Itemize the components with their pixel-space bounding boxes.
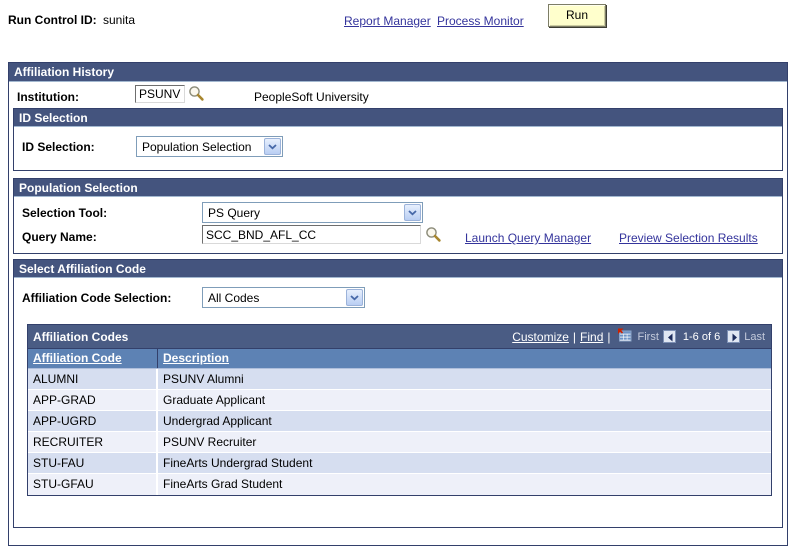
find-link[interactable]: Find — [580, 329, 604, 344]
id-selection-title: ID Selection — [14, 109, 782, 127]
description-cell: PSUNV Alumni — [163, 372, 244, 386]
affiliation-history-groupbox — [8, 62, 788, 546]
query-name-label: Query Name: — [22, 230, 97, 244]
affiliation-code-selection-dropdown[interactable] — [202, 287, 365, 308]
affiliation-code-cell: APP-GRAD — [28, 390, 158, 410]
chevron-down-icon — [404, 204, 421, 221]
institution-description: PeopleSoft University — [254, 90, 369, 104]
institution-lookup-magnifier-icon[interactable] — [188, 85, 205, 105]
grid-title: Affiliation Codes — [33, 329, 129, 344]
column-header-affiliation-code[interactable]: Affiliation Code — [28, 349, 158, 368]
download-grid-icon[interactable] — [617, 328, 632, 345]
pagination-range: 1-6 of 6 — [682, 330, 721, 343]
column-header-description[interactable]: Description — [163, 351, 230, 365]
run-control-id-label: Run Control ID: — [8, 13, 97, 27]
select-affiliation-code-title: Select Affiliation Code — [14, 260, 782, 278]
query-name-lookup-magnifier-icon[interactable] — [425, 226, 442, 246]
description-cell: FineArts Grad Student — [163, 477, 283, 491]
preview-selection-results-link[interactable]: Preview Selection Results — [619, 231, 758, 245]
table-row — [28, 390, 771, 411]
chevron-down-icon — [346, 289, 363, 306]
grid-caption-bar — [28, 325, 771, 348]
description-cell: PSUNV Recruiter — [163, 435, 257, 449]
right-arrow-icon[interactable] — [727, 330, 740, 343]
affiliation-code-selection-dropdown-value: All Codes — [208, 291, 260, 305]
pagination-first[interactable]: First — [637, 330, 659, 343]
chevron-down-icon — [264, 138, 281, 155]
selection-tool-dropdown[interactable] — [202, 202, 423, 223]
id-selection-label: ID Selection: — [22, 140, 95, 154]
process-monitor-link[interactable]: Process Monitor — [437, 14, 524, 28]
id-selection-groupbox — [13, 108, 783, 171]
affiliation-code-cell: STU-GFAU — [28, 474, 158, 495]
toolbar-separator: | — [607, 329, 611, 344]
table-row — [28, 411, 771, 432]
affiliation-code-cell: RECRUITER — [28, 432, 158, 452]
pagination-last[interactable]: Last — [744, 330, 765, 343]
population-selection-groupbox — [13, 178, 783, 254]
id-selection-dropdown-value: Population Selection — [142, 140, 252, 154]
table-row — [28, 369, 771, 390]
table-row — [28, 474, 771, 495]
selection-tool-label: Selection Tool: — [22, 206, 108, 220]
run-button[interactable]: Run — [548, 4, 606, 27]
affiliation-code-selection-label: Affiliation Code Selection: — [22, 291, 172, 305]
table-row — [28, 453, 771, 474]
table-row — [28, 432, 771, 453]
description-cell: FineArts Undergrad Student — [163, 456, 313, 470]
institution-label: Institution: — [17, 90, 79, 104]
customize-link[interactable]: Customize — [512, 329, 569, 344]
institution-input[interactable] — [135, 85, 185, 103]
launch-query-manager-link[interactable]: Launch Query Manager — [465, 231, 592, 245]
left-arrow-icon[interactable] — [663, 330, 676, 343]
population-selection-title: Population Selection — [14, 179, 782, 197]
affiliation-code-cell: APP-UGRD — [28, 411, 158, 431]
select-affiliation-code-groupbox — [13, 259, 783, 528]
affiliation-code-cell: STU-FAU — [28, 453, 158, 473]
report-manager-link[interactable]: Report Manager — [344, 14, 431, 28]
toolbar-separator: | — [572, 329, 577, 344]
run-control-id-value: sunita — [103, 13, 136, 27]
description-cell: Undergrad Applicant — [163, 414, 272, 428]
id-selection-dropdown[interactable] — [136, 136, 283, 157]
grid-column-header-row — [28, 348, 771, 369]
description-cell: Graduate Applicant — [163, 393, 266, 407]
selection-tool-dropdown-value: PS Query — [208, 206, 261, 220]
affiliation-code-cell: ALUMNI — [28, 369, 158, 389]
affiliation-history-title: Affiliation History — [9, 63, 787, 82]
affiliation-codes-grid — [27, 324, 772, 496]
query-name-input[interactable] — [202, 225, 421, 244]
